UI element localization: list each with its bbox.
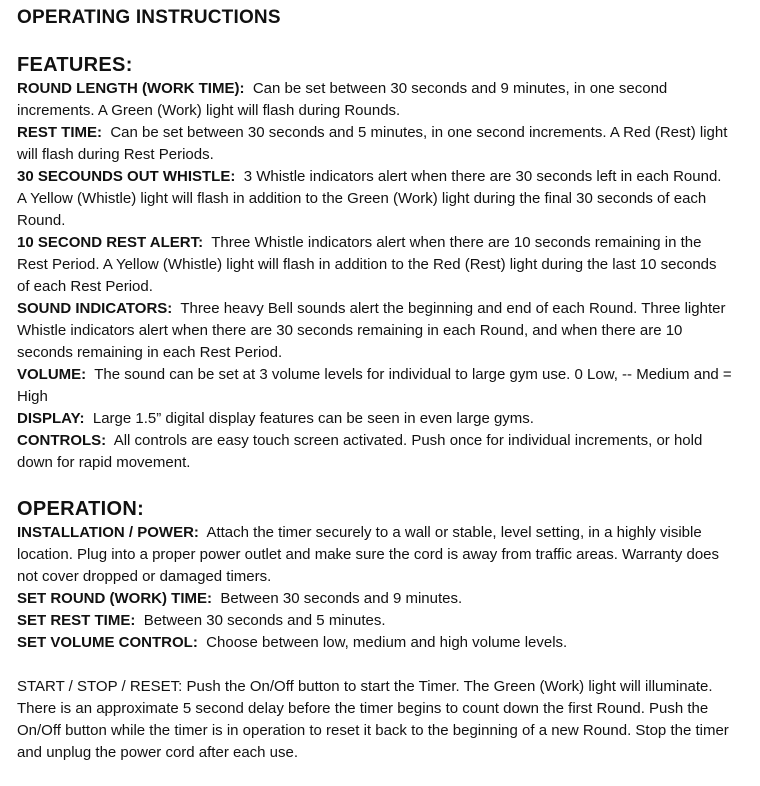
document-title: OPERATING INSTRUCTIONS bbox=[17, 7, 281, 28]
entry-text: Can be set between 30 seconds and 9 minutes, in one second increments. A Green (Work) light will flash during Rounds. bbox=[17, 80, 668, 119]
operation-installation-power bbox=[17, 522, 732, 588]
entry-text: Between 30 seconds and 9 minutes. bbox=[220, 590, 463, 607]
feature-sound-indicators bbox=[17, 298, 732, 364]
entry-text: Three Whistle indicators alert when there are 10 seconds remaining in the Rest Period. A Yellow (Whistle) light will flash in addition to the Red (Rest) light during the last 10 seconds of each Rest Period. bbox=[17, 234, 717, 295]
feature-volume bbox=[17, 364, 732, 408]
entry-text: Large 1.5” digital display features can be seen in even large gyms. bbox=[92, 410, 534, 427]
entry-label: REST TIME: bbox=[17, 124, 102, 141]
feature-display bbox=[17, 408, 732, 430]
entry-label: DISPLAY: bbox=[17, 410, 85, 427]
entry-label: VOLUME: bbox=[17, 366, 87, 383]
feature-10-second-rest-alert bbox=[17, 232, 732, 298]
operation-set-rest-time bbox=[17, 610, 732, 632]
entry-label: ROUND LENGTH (WORK TIME): bbox=[17, 80, 245, 97]
features-list bbox=[17, 78, 760, 474]
entry-text: Attach the timer securely to a wall or stable, level setting, in a highly visible location. Plug into a proper power outlet and make sure the cord is away from traffic areas. Warranty does not cover dropped or damaged timers. bbox=[17, 524, 720, 585]
entry-text: The sound can be set at 3 volume levels for individual to large gym use. 0 Low, -- Medium and = High bbox=[17, 366, 732, 405]
entry-text: Between 30 seconds and 5 minutes. bbox=[143, 612, 386, 629]
features-heading: FEATURES: bbox=[17, 54, 133, 76]
entry-label: INSTALLATION / POWER: bbox=[17, 524, 199, 541]
operation-list bbox=[17, 522, 760, 654]
start-stop-reset-paragraph: START / STOP / RESET: Push the On/Off button to start the Timer. The Green (Work) light will illuminate. There is an approximate 5 second delay before the timer begins to count down the first Round. Push the On/Off button while the timer is in operation to reset it back to the beginning of a new Round. Stop the timer and unplug the power cord after each use. bbox=[17, 678, 729, 761]
feature-round-length bbox=[17, 78, 732, 122]
entry-label: SET VOLUME CONTROL: bbox=[17, 634, 198, 651]
operation-heading: OPERATION: bbox=[17, 498, 145, 520]
entry-text: All controls are easy touch screen activated. Push once for individual increments, or hold down for rapid movement. bbox=[17, 432, 703, 471]
entry-text: Choose between low, medium and high volume levels. bbox=[206, 634, 568, 651]
entry-label: SOUND INDICATORS: bbox=[17, 300, 173, 317]
operation-set-volume-control bbox=[17, 632, 732, 654]
entry-label: SET ROUND (WORK) TIME: bbox=[17, 590, 212, 607]
entry-label: 10 SECOND REST ALERT: bbox=[17, 234, 204, 251]
entry-label: SET REST TIME: bbox=[17, 612, 136, 629]
operation-set-round-time bbox=[17, 588, 732, 610]
feature-rest-time bbox=[17, 122, 732, 166]
feature-controls bbox=[17, 430, 732, 474]
entry-label: CONTROLS: bbox=[17, 432, 107, 449]
entry-text: Three heavy Bell sounds alert the beginning and end of each Round. Three lighter Whistle indicators alert when there are 30 seconds remaining in each Round, and when there are 10 seconds remaining in each Rest Period. bbox=[17, 300, 726, 361]
feature-30-seconds-whistle bbox=[17, 166, 732, 232]
entry-text: Can be set between 30 seconds and 5 minutes, in one second increments. A Red (Rest) light will flash during Rest Periods. bbox=[17, 124, 728, 163]
entry-text: 3 Whistle indicators alert when there are 30 seconds left in each Round. A Yellow (Whistle) light will flash in addition to the Green (Work) light during the final 30 seconds of each Round. bbox=[17, 168, 722, 229]
entry-label: 30 SECOUNDS OUT WHISTLE: bbox=[17, 168, 236, 185]
